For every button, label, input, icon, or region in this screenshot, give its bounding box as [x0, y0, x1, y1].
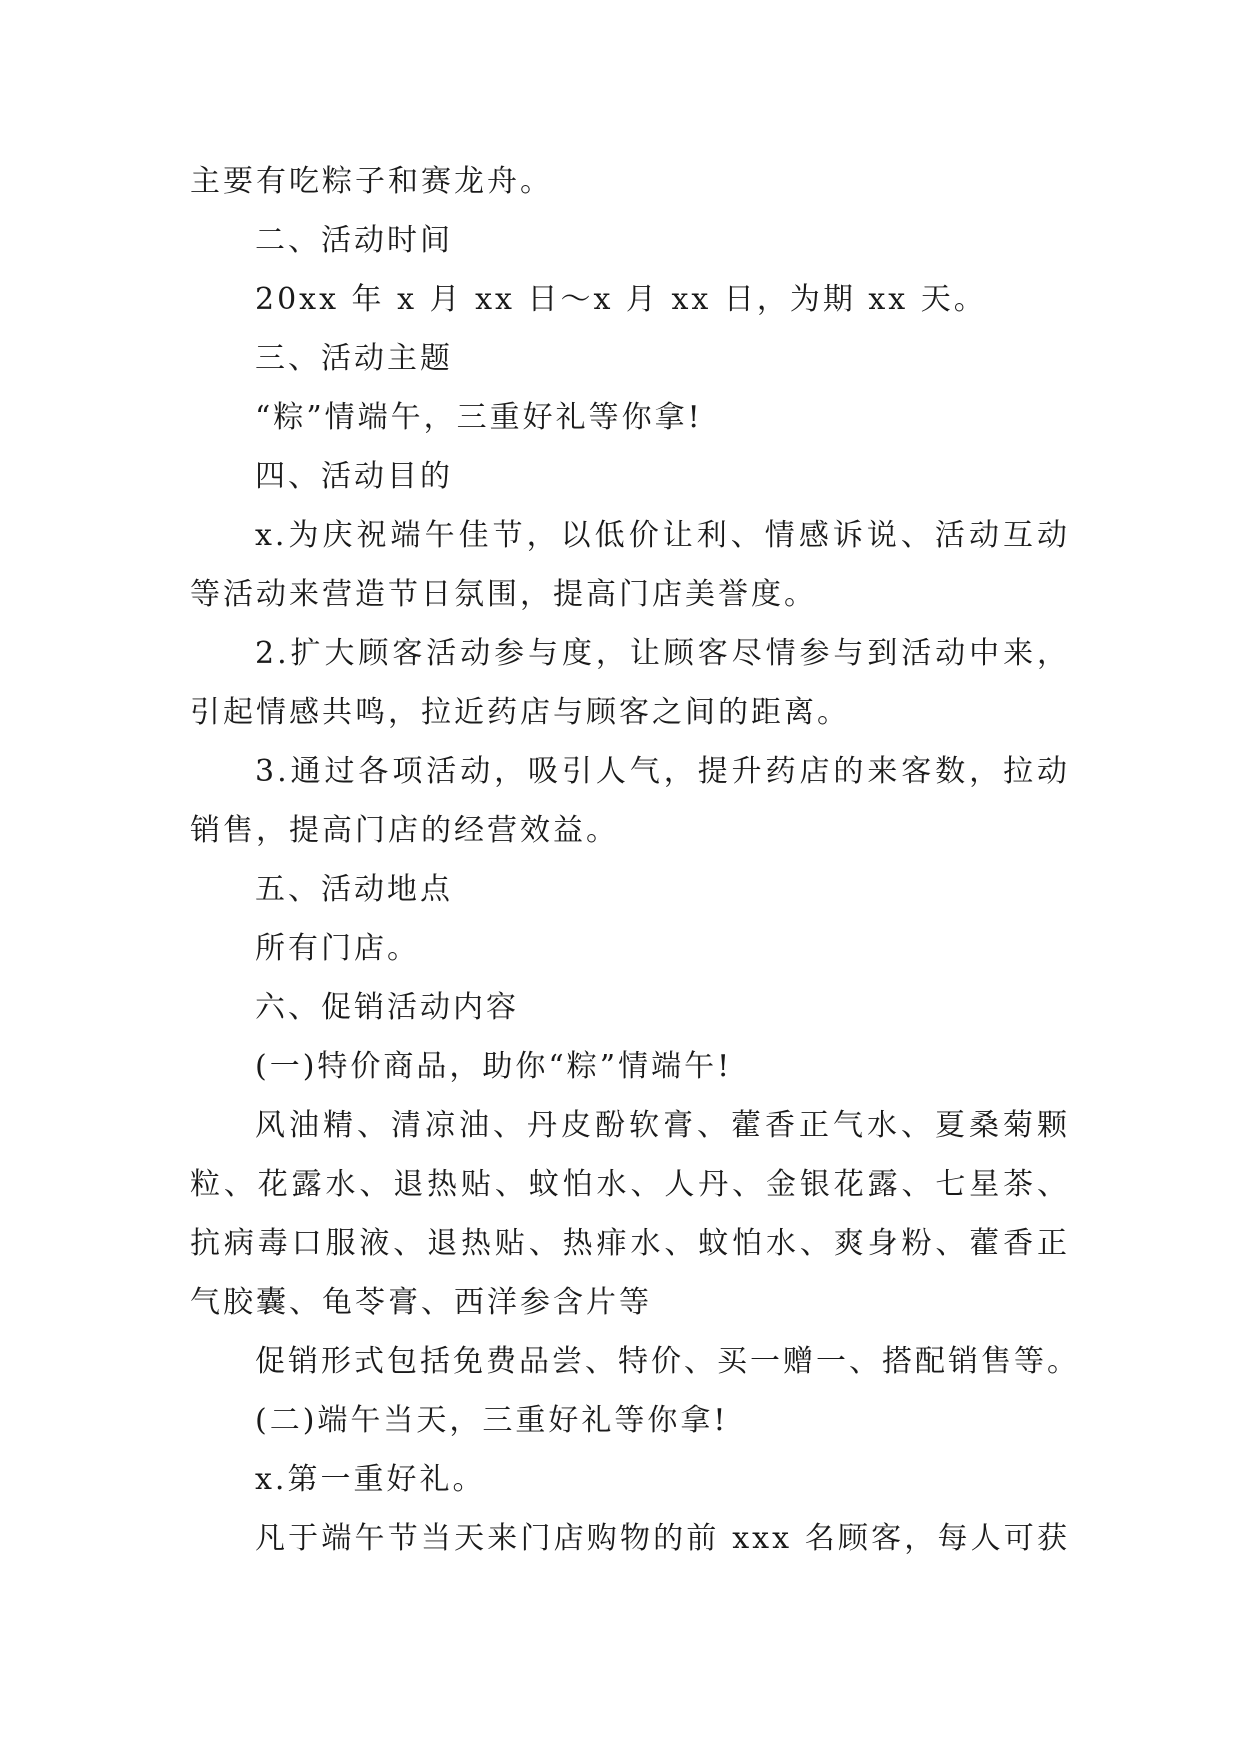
paragraph-line: 等活动来营造节日氛围，提高门店美誉度。 — [190, 577, 817, 612]
paragraph-line: 销售，提高门店的经营效益。 — [190, 813, 619, 848]
paragraph-line: 凡于端午节当天来门店购物的前 xxx 名顾客，每人可获 — [255, 1521, 1070, 1556]
paragraph-line: 2.扩大顾客活动参与度，让顾客尽情参与到活动中来， — [255, 636, 1070, 671]
section-heading-theme: 三、活动主题 — [255, 341, 453, 376]
paragraph-line: 粒、花露水、退热贴、蚊怕水、人丹、金银花露、七星茶、 — [190, 1167, 1070, 1202]
paragraph-line: 风油精、清凉油、丹皮酚软膏、藿香正气水、夏桑菊颗 — [255, 1108, 1070, 1143]
section-heading-promotion: 六、促销活动内容 — [255, 990, 519, 1025]
paragraph-line: 气胶囊、龟苓膏、西洋参含片等 — [190, 1285, 652, 1320]
paragraph-line: x.为庆祝端午佳节，以低价让利、情感诉说、活动互动 — [255, 518, 1070, 553]
paragraph-line: 20xx 年 x 月 xx 日～x 月 xx 日，为期 xx 天。 — [255, 282, 987, 317]
list-item-heading: x.第一重好礼。 — [255, 1462, 486, 1497]
section-heading-time: 二、活动时间 — [255, 223, 453, 258]
paragraph-line: 3.通过各项活动，吸引人气，提升药店的来客数，拉动 — [255, 754, 1070, 789]
paragraph-line: 引起情感共鸣，拉近药店与顾客之间的距离。 — [190, 695, 850, 730]
subsection-heading: (二)端午当天，三重好礼等你拿! — [255, 1403, 729, 1438]
subsection-heading: (一)特价商品，助你“粽”情端午! — [255, 1049, 733, 1084]
paragraph-line: “粽”情端午，三重好礼等你拿! — [255, 400, 703, 435]
section-heading-purpose: 四、活动目的 — [255, 459, 453, 494]
paragraph-line: 促销形式包括免费品尝、特价、买一赠一、搭配销售等。 — [255, 1344, 1080, 1379]
section-heading-location: 五、活动地点 — [255, 872, 453, 907]
paragraph-line: 所有门店。 — [255, 931, 420, 966]
paragraph-line: 主要有吃粽子和赛龙舟。 — [190, 164, 553, 199]
document-body — [190, 152, 1080, 1568]
paragraph-line: 抗病毒口服液、退热贴、热痱水、蚊怕水、爽身粉、藿香正 — [190, 1226, 1070, 1261]
